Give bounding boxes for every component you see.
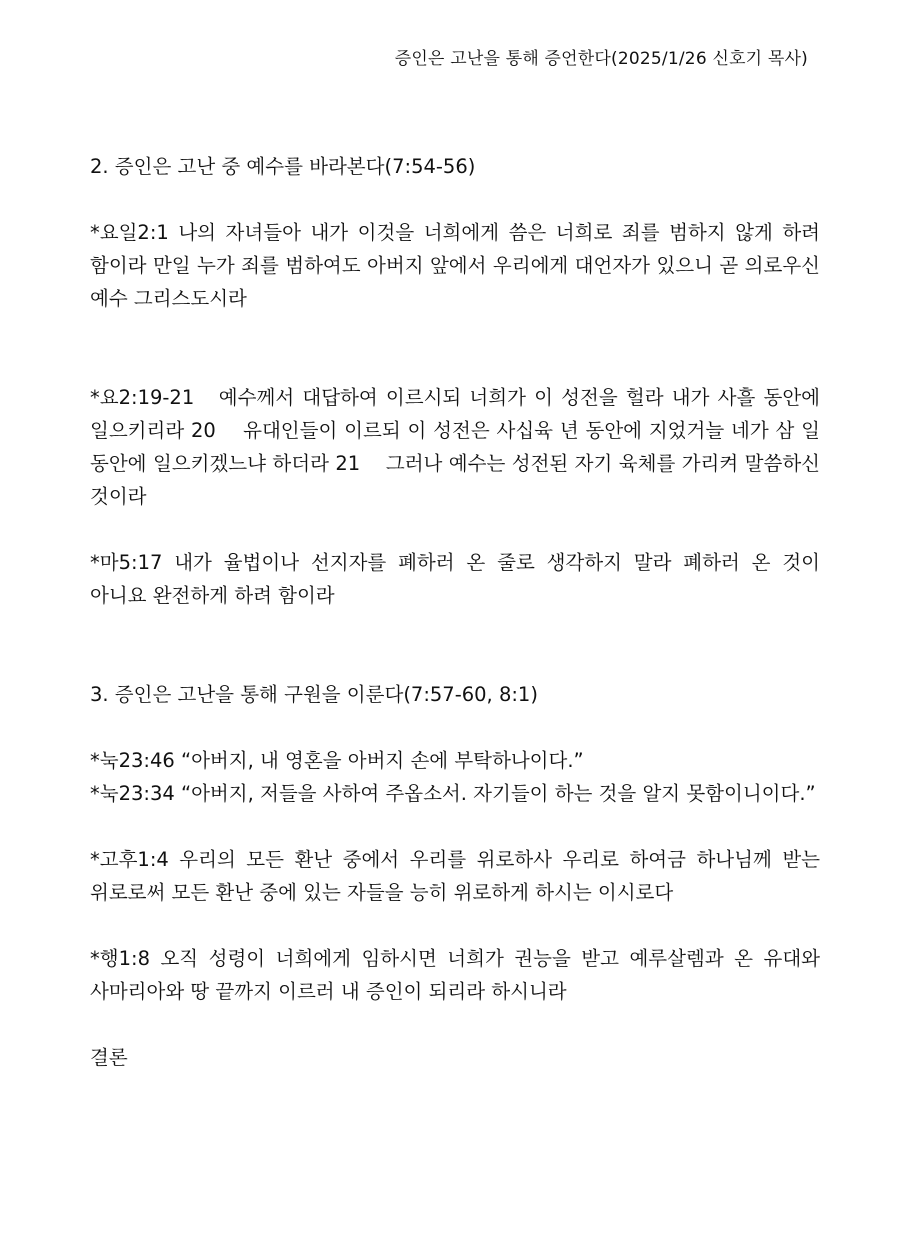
- verse-luke-23-46: *눅23:46 “아버지, 내 영혼을 아버지 손에 부탁하나이다.”: [90, 749, 584, 772]
- verse-matthew-5-17: *마5:17 내가 율법이나 선지자를 폐하러 온 줄로 생각하지 말라 폐하러 온 것이 아니요 완전하게 하려 함이라: [90, 551, 820, 607]
- verse-acts-1-8: *행1:8 오직 성령이 너희에게 임하시면 너희가 권능을 받고 예루살렘과 온 유대와 사마리아와 땅 끝까지 이르러 내 증인이 되리라 하시니라: [90, 947, 820, 1003]
- verse-john-2-19-21: *요2:19-21 예수께서 대답하여 이르시되 너희가 이 성전을 헐라 내가 사흘 동안에 일으키리라 20 유대인들이 이르되 이 성전은 사십육 년 동안에 지었거늘 네가 삼 일 동안에 일으키겠느냐 하더라 21 그러나 예수는 성전된 자기 육체를 가리켜 말씀하신 것이라: [90, 386, 827, 508]
- verse-2cor-1-4: *고후1:4 우리의 모든 환난 중에서 우리를 위로하사 우리로 하여금 하나님께 받는 위로로써 모든 환난 중에 있는 자들을 능히 위로하게 하시는 이시로다: [90, 848, 820, 904]
- verse-luke-23-34: *눅23:34 “아버지, 저들을 사하여 주옵소서. 자기들이 하는 것을 알지 못함이니이다.”: [90, 782, 816, 805]
- document-header: 증인은 고난을 통해 증언한다(2025/1/26 신호기 목사): [394, 49, 808, 69]
- document-body: [90, 150, 827, 1074]
- section-3-heading: 3. 증인은 고난을 통해 구원을 이룬다(7:57-60, 8:1): [90, 683, 538, 706]
- conclusion-heading: 결론: [90, 1046, 128, 1069]
- section-2-heading: 2. 증인은 고난 중 예수를 바라본다(7:54-56): [90, 155, 476, 178]
- verse-1john-2-1: *요일2:1 나의 자녀들아 내가 이것을 너희에게 씀은 너희로 죄를 범하지 않게 하려 함이라 만일 누가 죄를 범하여도 아버지 앞에서 우리에게 대언자가 있으니 곧 의로우신 예수 그리스도시라: [90, 221, 820, 310]
